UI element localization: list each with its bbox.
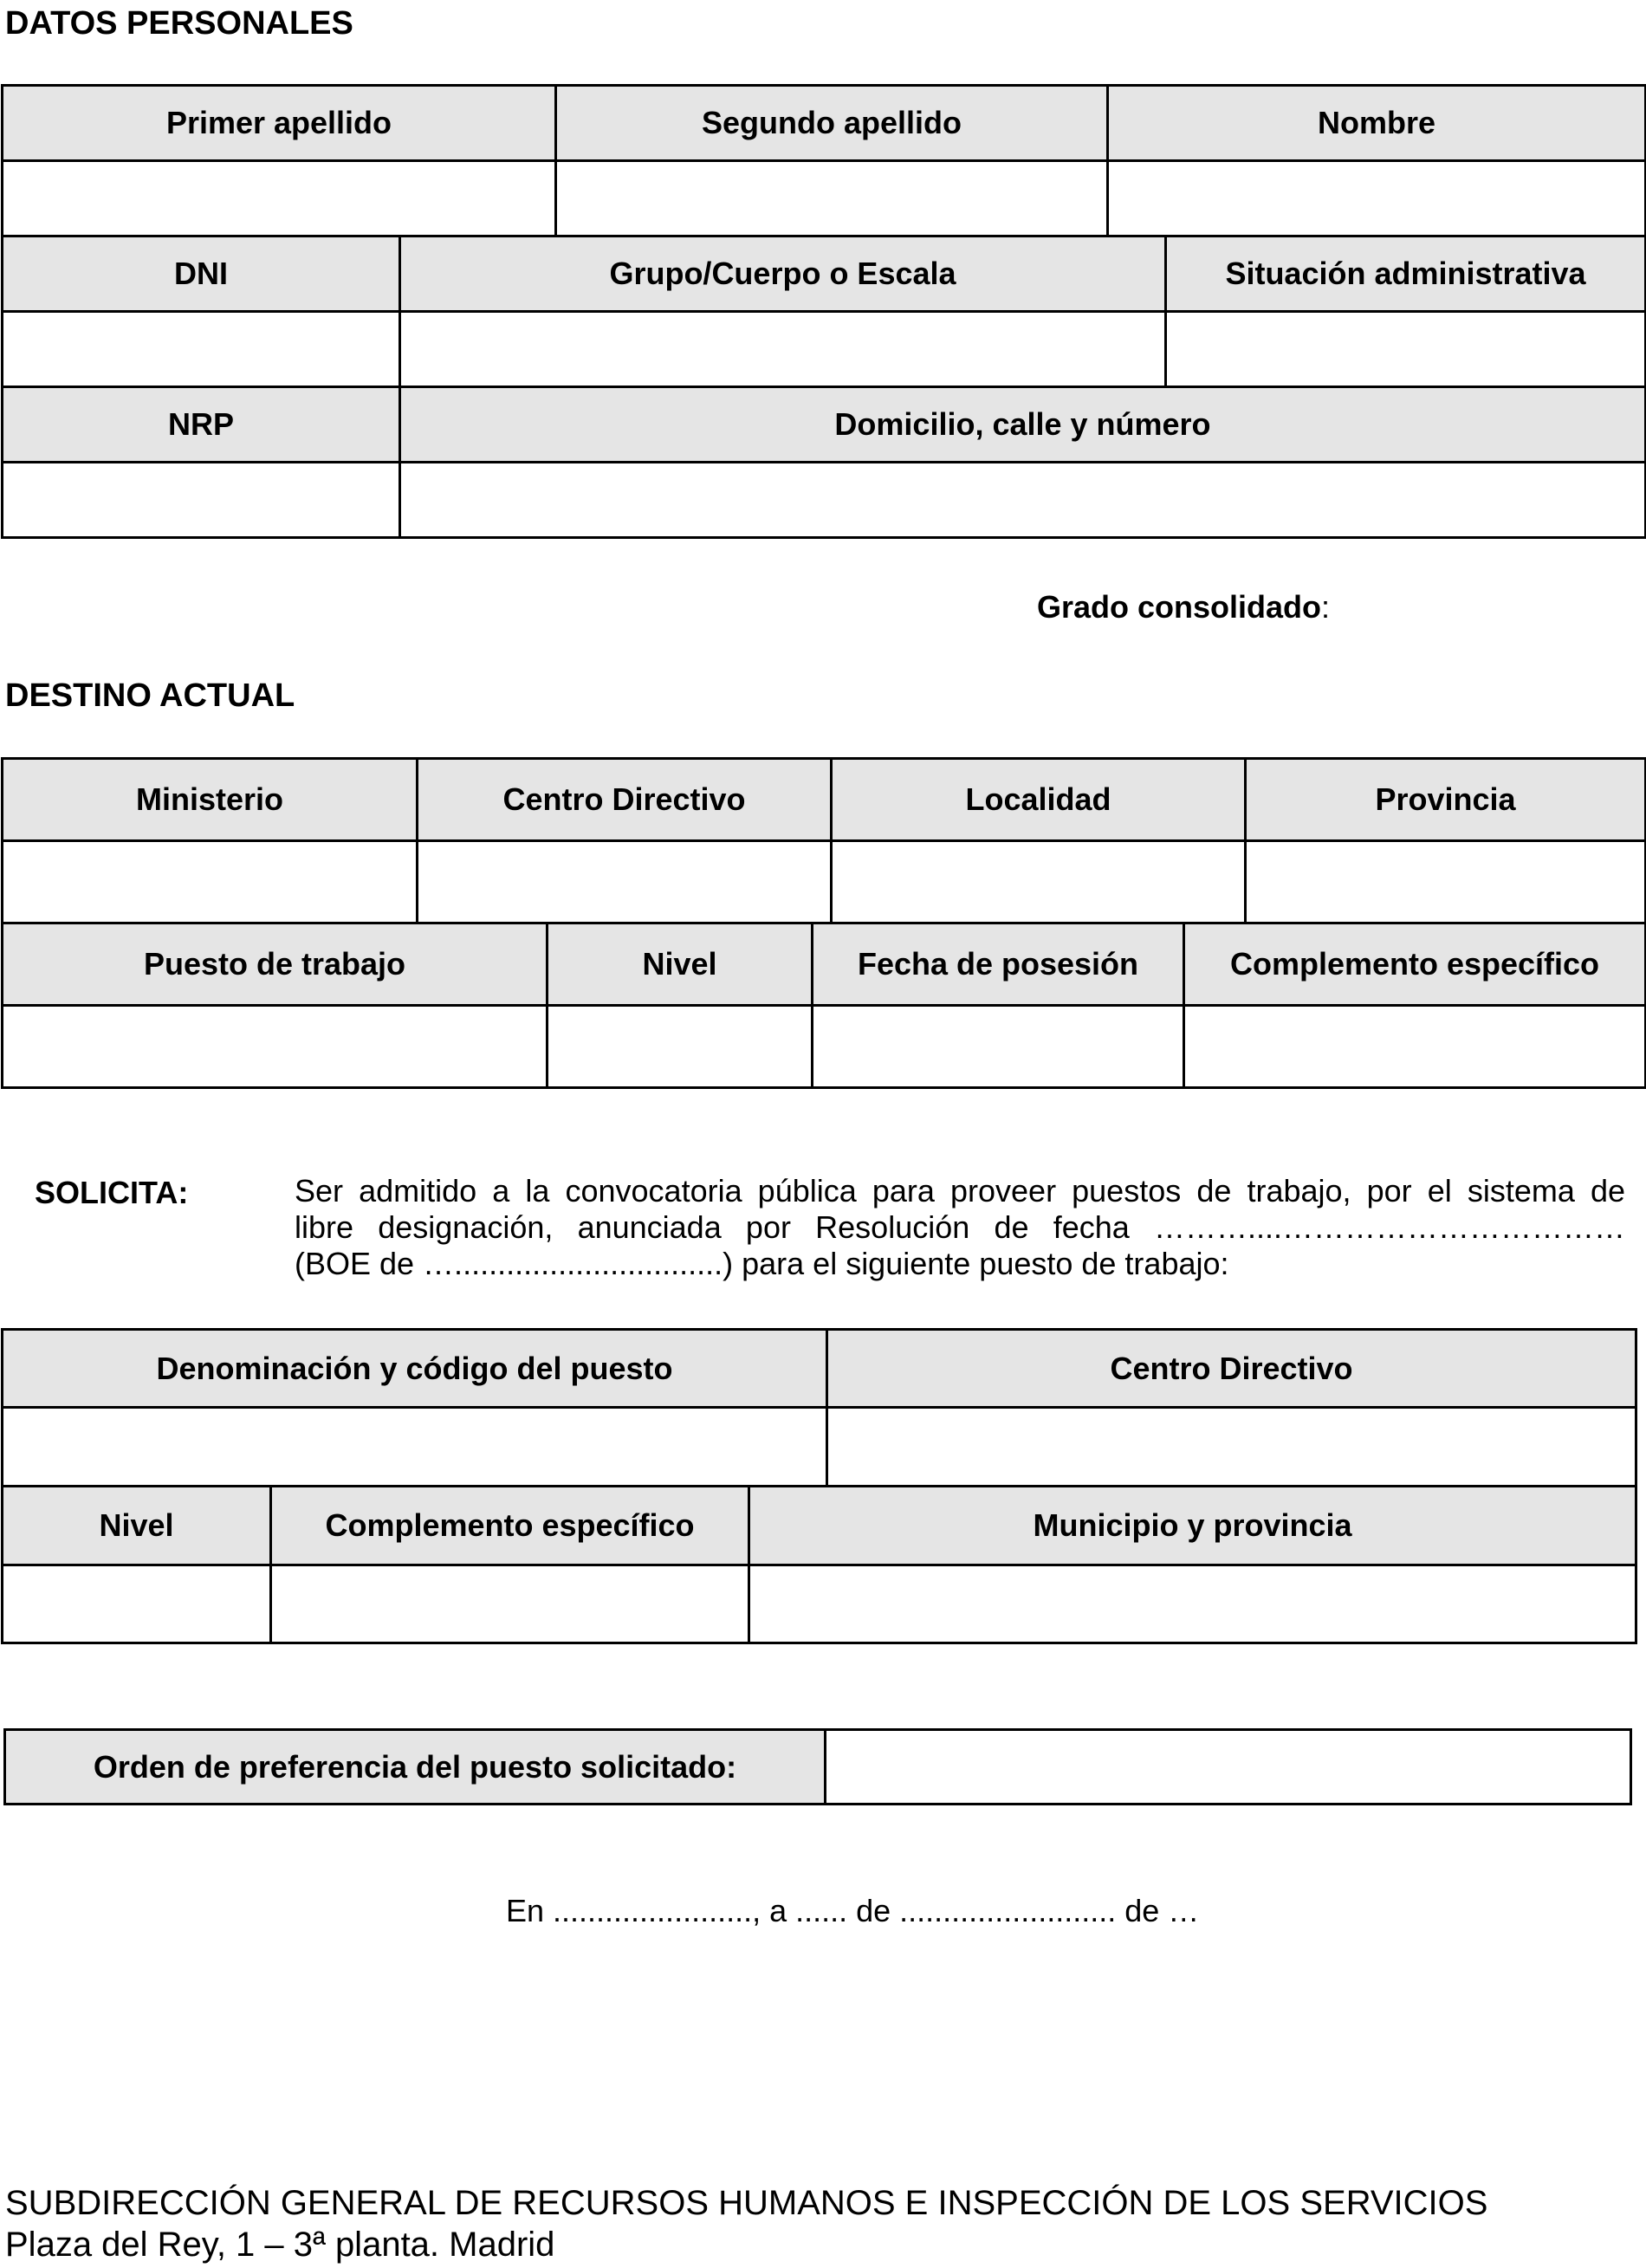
- header-solicitado-complemento: Complemento específico: [271, 1487, 749, 1565]
- header-complemento: Complemento específico: [1184, 923, 1646, 1006]
- header-nivel: Nivel: [548, 923, 813, 1006]
- centro-directivo-field[interactable]: [418, 841, 832, 923]
- header-situacion: Situación administrativa: [1166, 237, 1646, 312]
- localidad-field[interactable]: [832, 841, 1246, 923]
- datos-personales-table-3: [1, 386, 1646, 539]
- primer-apellido-field[interactable]: [3, 161, 556, 237]
- header-municipio: Municipio y provincia: [749, 1487, 1636, 1565]
- grado-consolidado: [1037, 589, 1330, 625]
- header-ministerio: Ministerio: [3, 759, 418, 841]
- complemento-field[interactable]: [1184, 1006, 1646, 1088]
- header-puesto: Puesto de trabajo: [3, 923, 548, 1006]
- header-localidad: Localidad: [832, 759, 1246, 841]
- solicita-line-1: Ser admitido a la convocatoria pública para proveer puestos de trabajo, por el sistema de: [295, 1173, 1625, 1209]
- nivel-field[interactable]: [548, 1006, 813, 1088]
- solicitado-nivel-field[interactable]: [3, 1565, 271, 1643]
- destino-actual-table: [1, 757, 1646, 924]
- solicitado-complemento-field[interactable]: [271, 1565, 749, 1643]
- header-solicitado-centro-directivo: Centro Directivo: [827, 1330, 1636, 1408]
- fecha-lugar-line: En ......................., a ...... de ......................... de …: [506, 1893, 1200, 1928]
- footer-address: [5, 2182, 1487, 2265]
- solicita-text: [295, 1173, 1625, 1282]
- header-segundo-apellido: Segundo apellido: [556, 86, 1108, 161]
- domicilio-field[interactable]: [400, 463, 1646, 538]
- orden-preferencia-field[interactable]: [826, 1730, 1631, 1805]
- header-solicitado-nivel: Nivel: [3, 1487, 271, 1565]
- header-domicilio: Domicilio, calle y número: [400, 387, 1646, 463]
- footer-line-2: Plaza del Rey, 1 – 3ª planta. Madrid: [5, 2226, 555, 2264]
- ministerio-field[interactable]: [3, 841, 418, 923]
- situacion-field[interactable]: [1166, 312, 1646, 387]
- datos-personales-table: [1, 84, 1646, 237]
- destino-actual-table-2: [1, 922, 1646, 1089]
- grupo-field[interactable]: [400, 312, 1166, 387]
- puesto-field[interactable]: [3, 1006, 548, 1088]
- solicita-label: SOLICITA:: [35, 1175, 189, 1210]
- datos-personales-title: DATOS PERSONALES: [5, 5, 353, 42]
- grado-consolidado-label: Grado consolidado: [1037, 589, 1322, 625]
- solicitado-centro-directivo-field[interactable]: [827, 1408, 1636, 1487]
- orden-preferencia-label: Orden de preferencia del puesto solicitado:: [5, 1730, 826, 1805]
- nrp-field[interactable]: [3, 463, 400, 538]
- header-grupo: Grupo/Cuerpo o Escala: [400, 237, 1166, 312]
- fecha-posesion-field[interactable]: [813, 1006, 1184, 1088]
- datos-personales-table-2: [1, 235, 1646, 388]
- header-dni: DNI: [3, 237, 400, 312]
- header-fecha-posesion: Fecha de posesión: [813, 923, 1184, 1006]
- puesto-solicitado-table-2: [1, 1485, 1637, 1644]
- solicita-line-3: (BOE de …...............................) para el siguiente puesto de trabajo:: [295, 1246, 1229, 1281]
- orden-preferencia-table: [3, 1728, 1632, 1805]
- segundo-apellido-field[interactable]: [556, 161, 1108, 237]
- header-primer-apellido: Primer apellido: [3, 86, 556, 161]
- header-nombre: Nombre: [1108, 86, 1646, 161]
- destino-actual-title: DESTINO ACTUAL: [5, 677, 295, 714]
- solicita-line-2: libre designación, anunciada por Resolución de fecha ………....……………………………: [295, 1209, 1625, 1245]
- municipio-field[interactable]: [749, 1565, 1636, 1643]
- denominacion-field[interactable]: [3, 1408, 827, 1487]
- header-provincia: Provincia: [1246, 759, 1646, 841]
- header-nrp: NRP: [3, 387, 400, 463]
- grado-consolidado-colon: :: [1321, 589, 1331, 625]
- provincia-field[interactable]: [1246, 841, 1646, 923]
- puesto-solicitado-table: [1, 1328, 1637, 1487]
- dni-field[interactable]: [3, 312, 400, 387]
- nombre-field[interactable]: [1108, 161, 1646, 237]
- header-denominacion: Denominación y código del puesto: [3, 1330, 827, 1408]
- header-centro-directivo: Centro Directivo: [418, 759, 832, 841]
- footer-line-1: SUBDIRECCIÓN GENERAL DE RECURSOS HUMANOS E INSPECCIÓN DE LOS SERVICIOS: [5, 2184, 1488, 2222]
